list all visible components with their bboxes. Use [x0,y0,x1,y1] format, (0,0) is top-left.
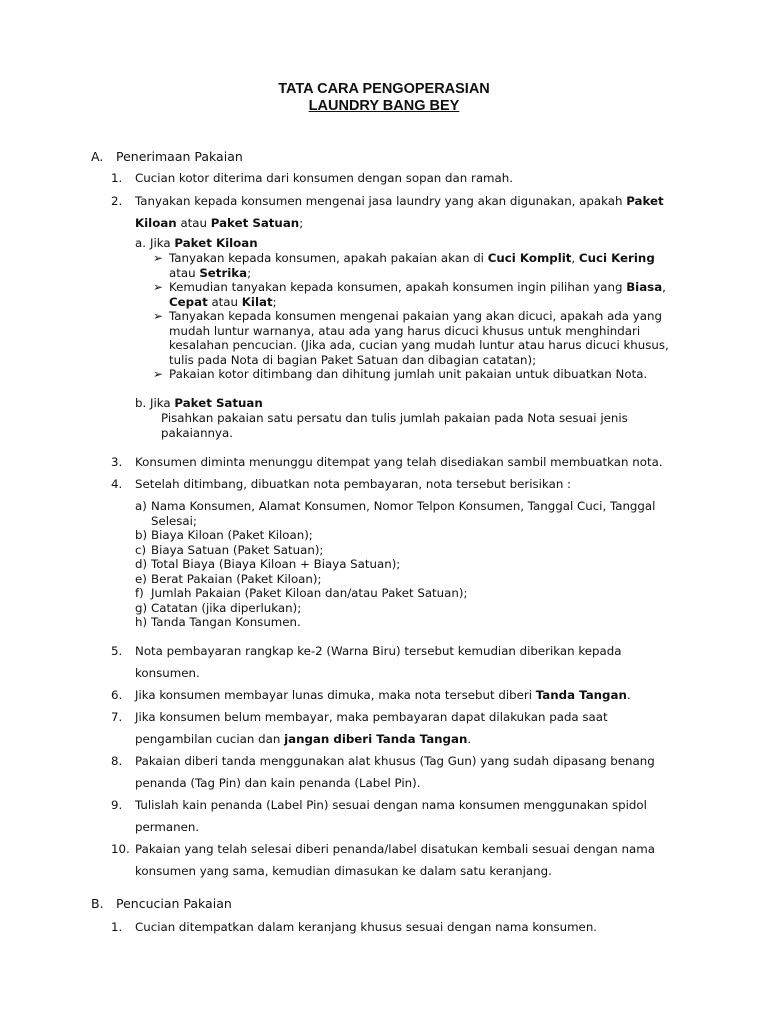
nota-item: d) Total Biaya (Biaya Kiloan + Biaya Satuan); [135,557,401,571]
section-b-heading: B. Pencucian Pakaian [91,896,232,911]
arrow-bullet-icon: ➢ [153,367,163,381]
list-item: 1. Cucian kotor diterima dari konsumen dengan sopan dan ramah. [111,171,513,185]
nota-item: g) Catatan (jika diperlukan); [135,600,302,615]
nota-item: h) Tanda Tangan Konsumen. [135,615,301,629]
nota-item: b) Biaya Kiloan (Paket Kiloan); [135,528,313,542]
paragraph: Pisahkan pakaian satu persatu dan tulis jumlah pakaian pada Nota sesuai jenis pakaiannya. [161,411,628,440]
document-subtitle: LAUNDRY BANG BEY [308,98,460,114]
list-item: 1. Cucian ditempatkan dalam keranjang khusus sesuai dengan nama konsumen. [111,920,598,934]
list-item: 7. Jika konsumen belum membayar, maka pembayaran dapat dilakukan pada saat pengambilan cucian dan jangan diberi Tanda Tangan. [111,710,608,746]
document-title: TATA CARA PENGOPERASIAN [278,81,490,97]
arrow-bullet-icon: ➢ [153,309,163,323]
list-item: 3. Konsumen diminta menunggu ditempat yang telah disediakan sambil membuatkan nota. [111,455,663,469]
bullet-item: ➢ Tanyakan kepada konsumen, apakah pakaian akan di Cuci Komplit, Cuci Kering atau Setrika; [153,251,655,280]
list-item: 8. Pakaian diberi tanda menggunakan alat khusus (Tag Gun) yang sudah dipasang benang penanda (Tag Pin) dan kain penanda (Label Pin). [111,754,655,790]
nota-item: a) Nama Konsumen, Alamat Konsumen, Nomor Telpon Konsumen, Tanggal Cuci, Tanggal Selesai; [135,499,656,528]
list-item: 6. Jika konsumen membayar lunas dimuka, maka nota tersebut diberi Tanda Tangan. [111,688,631,702]
arrow-bullet-icon: ➢ [153,280,163,294]
list-item: 5. Nota pembayaran rangkap ke-2 (Warna Biru) tersebut kemudian diberikan kepada konsumen. [111,644,622,680]
nota-item: f) Jumlah Pakaian (Paket Kiloan dan/atau Paket Satuan); [135,586,468,600]
arrow-bullet-icon: ➢ [153,251,163,265]
section-a-heading: A. Penerimaan Pakaian [91,149,243,164]
list-item: 4. Setelah ditimbang, dibuatkan nota pembayaran, nota tersebut berisikan : [111,477,572,491]
list-item: 2. Tanyakan kepada konsumen mengenai jasa laundry yang akan digunakan, apakah Paket Kiloan atau Paket Satuan; [111,194,664,230]
bullet-item: ➢ Tanyakan kepada konsumen mengenai pakaian yang akan dicuci, apakah ada yang mudah luntur warnanya, atau ada yang harus dicuci khusus untuk menghindari kesalahan pencucian. (Jika ada, cucian yang mudah luntur atau harus dicuci khusus, tulis pada Nota di bagian Paket Satuan dan dibagian catatan); [153,309,669,367]
bullet-item: ➢ Kemudian tanyakan kepada konsumen, apakah konsumen ingin pilihan yang Biasa, Cepat atau Kilat; [153,280,666,309]
sub-item-paket-satuan: b. Jika Paket Satuan [135,396,263,410]
nota-item: e) Berat Pakaian (Paket Kiloan); [135,571,322,586]
nota-item: c) Biaya Satuan (Paket Satuan); [135,542,324,557]
sub-item-paket-kiloan: a. Jika Paket Kiloan [135,236,258,250]
bullet-item: ➢ Pakaian kotor ditimbang dan dihitung jumlah unit pakaian untuk dibuatkan Nota. [153,367,648,381]
list-item: 10. Pakaian yang telah selesai diberi penanda/label disatukan kembali sesuai dengan nama konsumen yang sama, kemudian dimasukan ke dalam satu keranjang. [111,842,655,878]
list-item: 9. Tulislah kain penanda (Label Pin) sesuai dengan nama konsumen menggunakan spidol permanen. [111,798,647,834]
